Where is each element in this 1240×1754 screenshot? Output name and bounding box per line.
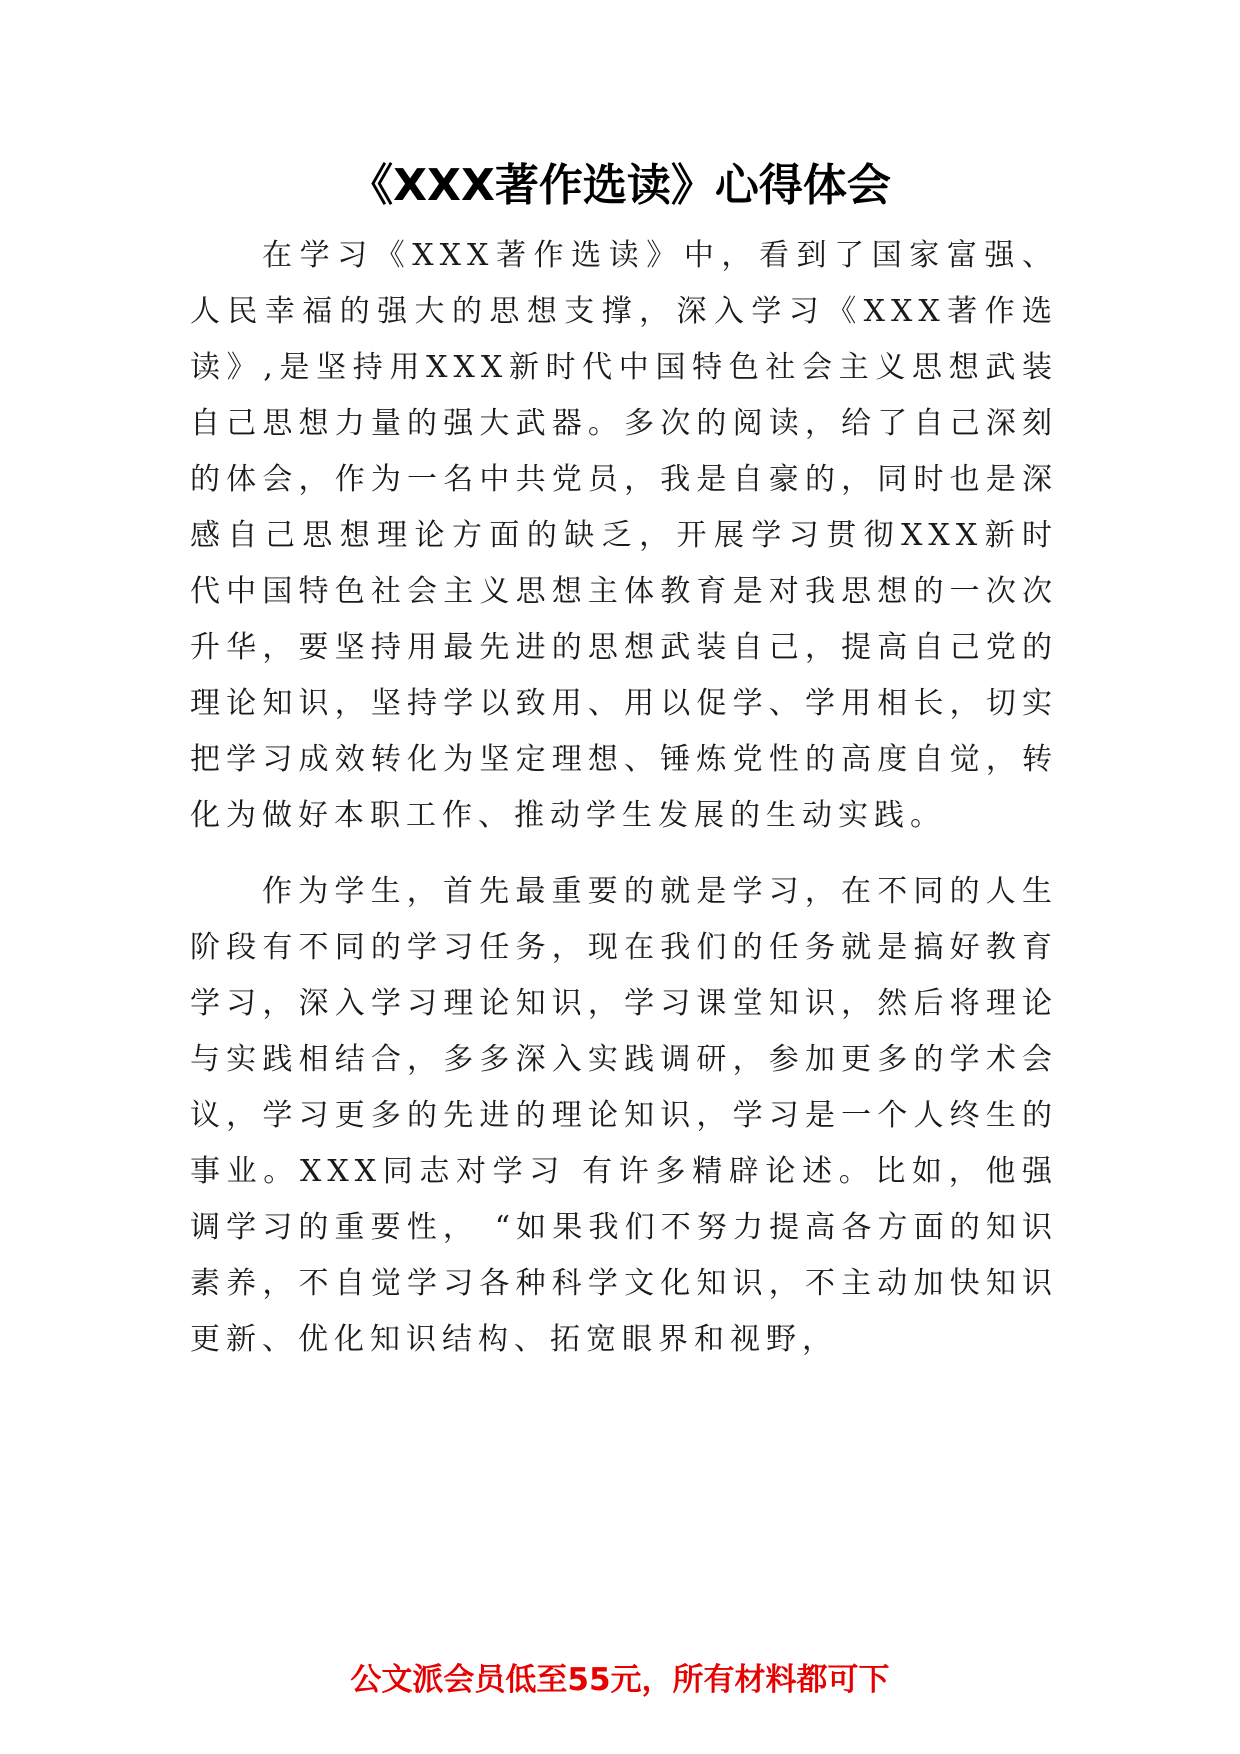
promo-footer-note: 公文派会员低至55元，所有材料都可下 [350, 1662, 890, 1698]
paragraph-1: 在学习《XXX著作选读》中，看到了国家富强、人民幸福的强大的思想支撑，深入学习《XXX著作选读》,是坚持用XXX新时代中国特色社会主义思想武装自己思想力量的强大武器。多次的阅读，给了自己深刻的体会，作为一名中共党员，我是自豪的，同时也是深感自己思想理论方面的缺乏，开展学习贯彻XXX新时代中国特色社会主义思想主体教育是对我思想的一次次升华，要坚持用最先进的思想武装自己，提高自己党的理论知识，坚持学以致用、用以促学、学用相长，切实把学习成效转化为坚定理想、锤炼党性的高度自觉，转化为做好本职工作、推动学生发展的生动实践。 [190, 238, 1058, 833]
paragraph-2: 作为学生，首先最重要的就是学习，在不同的人生阶段有不同的学习任务，现在我们的任务就是搞好教育学习，深入学习理论知识，学习课堂知识，然后将理论与实践相结合，多多深入实践调研，参加更多的学术会议，学习更多的先进的理论知识，学习是一个人终生的事业。XXX同志对学习 有许多精辟论述。比如，他强调学习的重要性， “如果我们不努力提高各方面的知识素养，不自觉学习各种科学文化知识，不主动加快知识更新、优化知识结构、拓宽眼界和视野， [190, 874, 1058, 1357]
document-body [190, 228, 1058, 1368]
document-title: 《XXX著作选读》心得体会 [349, 160, 891, 211]
